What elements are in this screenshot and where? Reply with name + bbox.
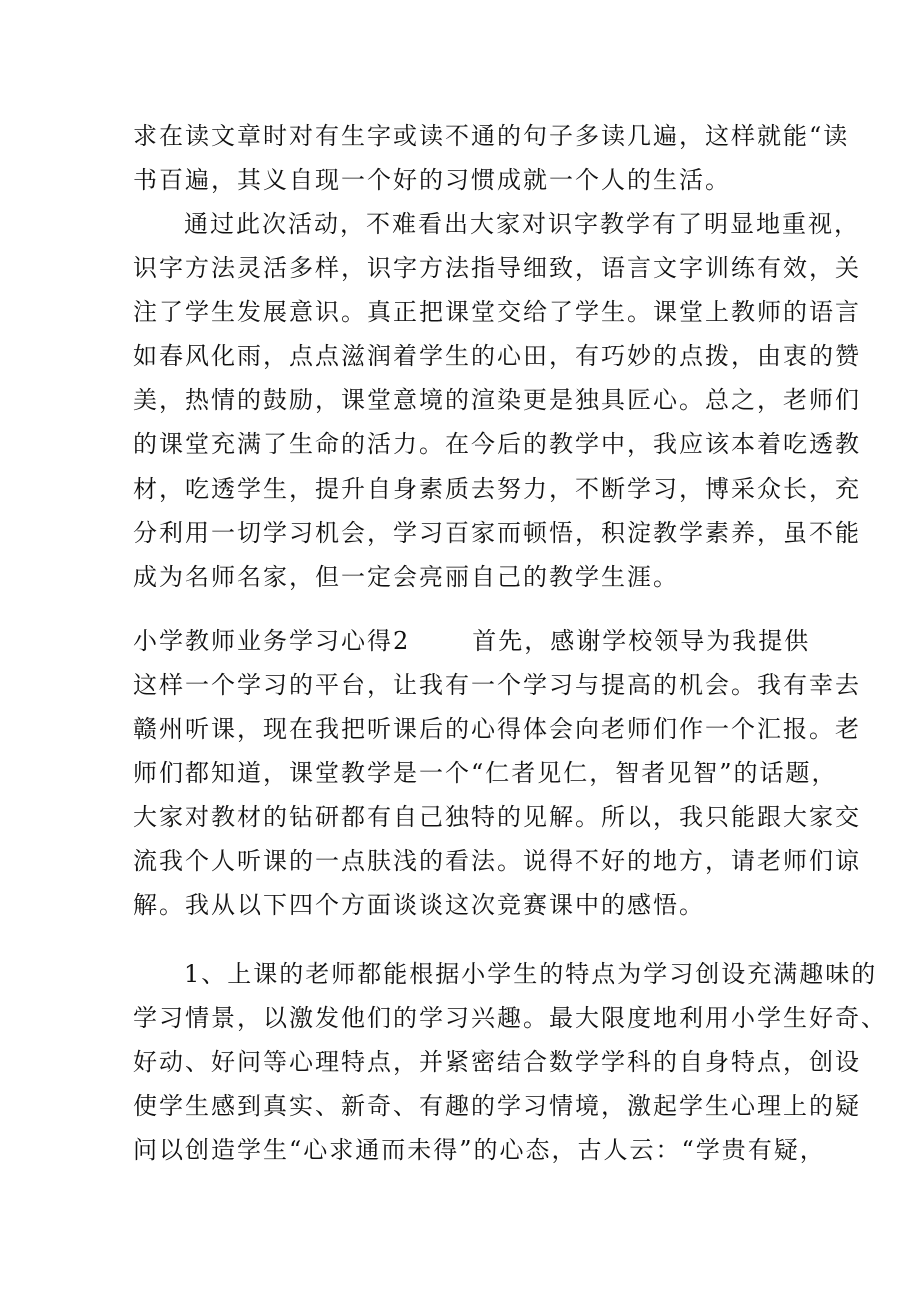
text-line: 求在读文章时对有生字或读不通的句子多读几遍，这样就能“读 xyxy=(133,122,850,150)
text-line: 使学生感到真实、新奇、有趣的学习情境，激起学生心理上的疑 xyxy=(133,1092,861,1120)
text-line: 流我个人听课的一点肤浅的看法。说得不好的地方，请老师们谅 xyxy=(133,847,861,875)
text-line: 注了学生发展意识。真正把课堂交给了学生。课堂上教师的语言 xyxy=(133,298,861,326)
text-line: 解。我从以下四个方面谈谈这次竞赛课中的感悟。 xyxy=(133,891,705,919)
text-line: 书百遍，其义自现一个好的习惯成就一个人的生活。 xyxy=(133,166,731,194)
heading-continuation: 首先，感谢学校领导为我提供 xyxy=(472,627,811,655)
text-line: 材，吃透学生，提升自身素质去努力，不断学习，博采众长，充 xyxy=(133,475,861,503)
text-line: 赣州听课，现在我把听课后的心得体会向老师们作一个汇报。老 xyxy=(133,715,861,743)
text-line: 大家对教材的钻研都有自己独特的见解。所以，我只能跟大家交 xyxy=(133,803,861,831)
text-line: 美，热情的鼓励，课堂意境的渲染更是独具匠心。总之，老师们 xyxy=(133,386,861,414)
section-heading-line xyxy=(133,621,810,661)
text-line: 的课堂充满了生命的活力。在今后的教学中，我应该本着吃透教 xyxy=(133,430,861,458)
text-line: 成为名师名家，但一定会亮丽自己的教学生涯。 xyxy=(133,563,679,591)
text-line: 师们都知道，课堂教学是一个“仁者见仁，智者见智”的话题， xyxy=(133,759,838,787)
text-line: 识字方法灵活多样，识字方法指导细致，语言文字训练有效，关 xyxy=(133,254,861,282)
paragraph-first-line: 通过此次活动，不难看出大家对识字教学有了明显地重视， xyxy=(184,210,860,238)
paragraph-first-line: 1、上课的老师都能根据小学生的特点为学习创设充满趣味的 xyxy=(184,960,878,988)
text-line: 学习情景，以激发他们的学习兴趣。最大限度地利用小学生好奇、 xyxy=(133,1004,887,1032)
text-line: 如春风化雨，点点滋润着学生的心田，有巧妙的点拨，由衷的赞 xyxy=(133,342,861,370)
section-heading: 小学教师业务学习心得2 xyxy=(133,627,411,655)
text-line: 这样一个学习的平台，让我有一个学习与提高的机会。我有幸去 xyxy=(133,671,861,699)
text-line: 好动、好问等心理特点，并紧密结合数学学科的自身特点，创设 xyxy=(133,1048,861,1076)
text-line: 分利用一切学习机会，学习百家而顿悟，积淀教学素养，虽不能 xyxy=(133,519,861,547)
text-line: 问以创造学生“心求通而未得”的心态，古人云：“学贵有疑， xyxy=(133,1136,826,1164)
